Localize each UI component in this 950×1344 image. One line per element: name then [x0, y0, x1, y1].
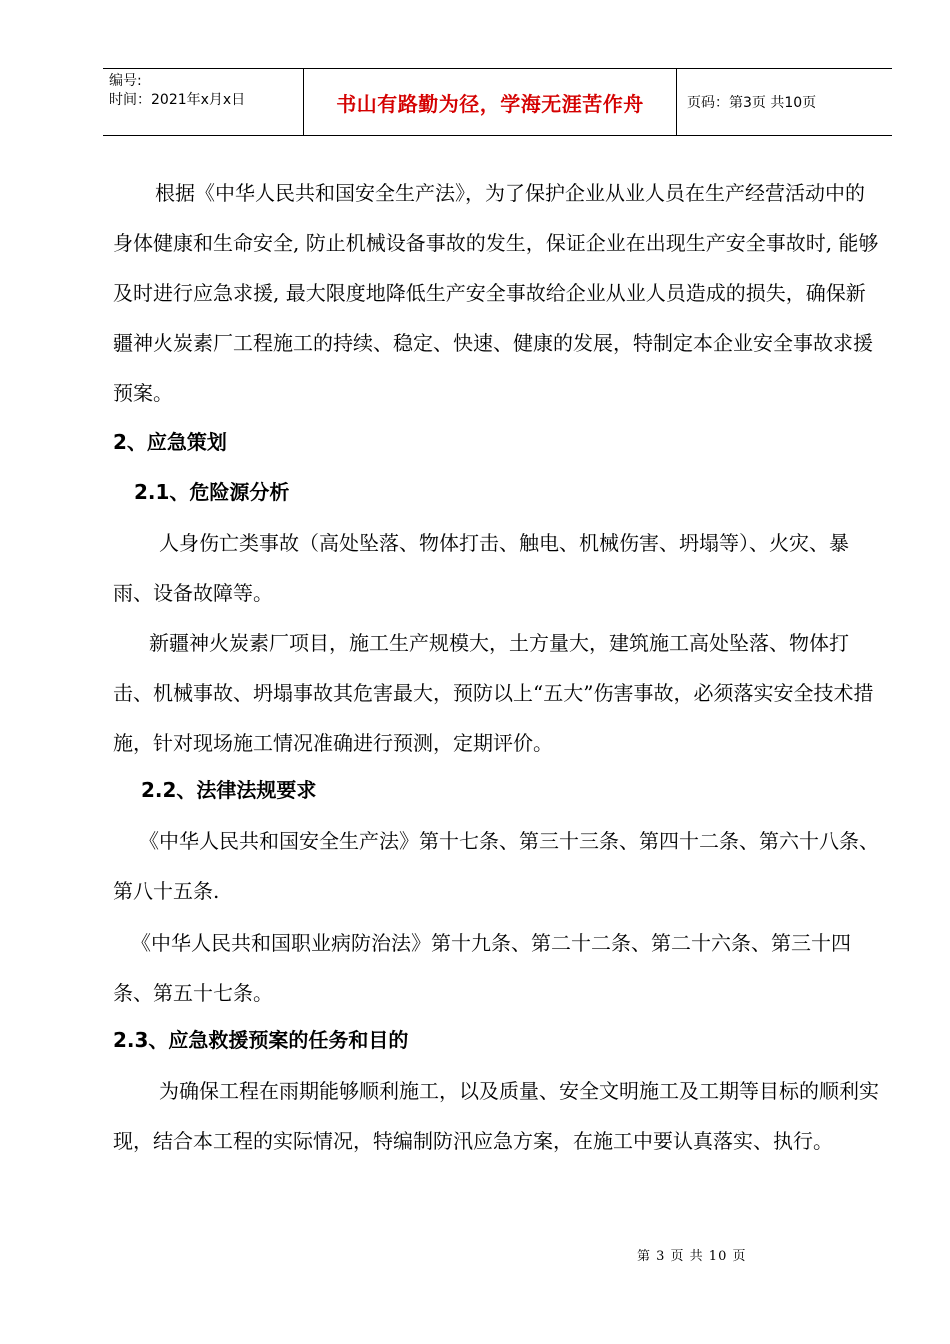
- section-2-3-heading: 2.3、应急救援预案的任务和目的: [113, 1028, 409, 1052]
- document-time-label: 时间：2021年x月x日: [109, 92, 246, 108]
- section-2-1-paragraph-1: 人身伤亡类事故（高处坠落、物体打击、触电、机械伤害、坍塌等）、火灾、暴雨、设备故障等。: [113, 531, 849, 605]
- section-2-3-paragraph-1: 为确保工程在雨期能够顺利施工，以及质量、安全文明施工及工期等目标的顺利实现，结合本工程的实际情况，特编制防汛应急方案，在施工中要认真落实、执行。: [113, 1079, 879, 1153]
- header-meta: [103, 69, 304, 135]
- header-page-code-cell: [677, 69, 892, 135]
- section-2-1-paragraph-2: 新疆神火炭素厂项目，施工生产规模大，土方量大，建筑施工高处坠落、物体打击、机械事故、坍塌事故其危害最大，预防以上“五大”伤害事故，必须落实安全技术措施，针对现场施工情况准确进行预测，定期评价。: [113, 631, 874, 755]
- section-2-2-heading: 2.2、法律法规要求: [141, 778, 317, 802]
- page-footer: 第 3 页 共 10 页: [637, 1249, 747, 1264]
- intro-paragraph: 根据《中华人民共和国安全生产法》，为了保护企业从业人员在生产经营活动中的身体健康和生命安全, 防止机械设备事故的发生，保证企业在出现生产安全事故时, 能够及时进行应急求援, 最大限度地降低生产安全事故给企业从业人员造成的损失，确保新疆神火炭素厂工程施工的持续、稳定、快速、健康的发展，特制定本企业安全事故求援预案。: [113, 181, 879, 405]
- document-number-label: 编号:: [109, 73, 142, 89]
- header-motto: 书山有路勤为径，学海无涯苦作舟: [336, 91, 644, 116]
- section-2-2-paragraph-1: 《中华人民共和国安全生产法》第十七条、第三十三条、第四十二条、第六十八条、第八十五条.: [113, 829, 879, 903]
- section-2-1-heading: 2.1、危险源分析: [134, 480, 290, 504]
- section-2-heading: 2、应急策划: [113, 430, 227, 454]
- section-2-2-paragraph-2: 《中华人民共和国职业病防治法》第十九条、第二十二条、第二十六条、第三十四条、第五十七条。: [113, 931, 851, 1005]
- header-motto-cell: [304, 69, 677, 135]
- header-table: [103, 68, 892, 136]
- header-page-code: 页码：第3页 共10页: [687, 95, 817, 111]
